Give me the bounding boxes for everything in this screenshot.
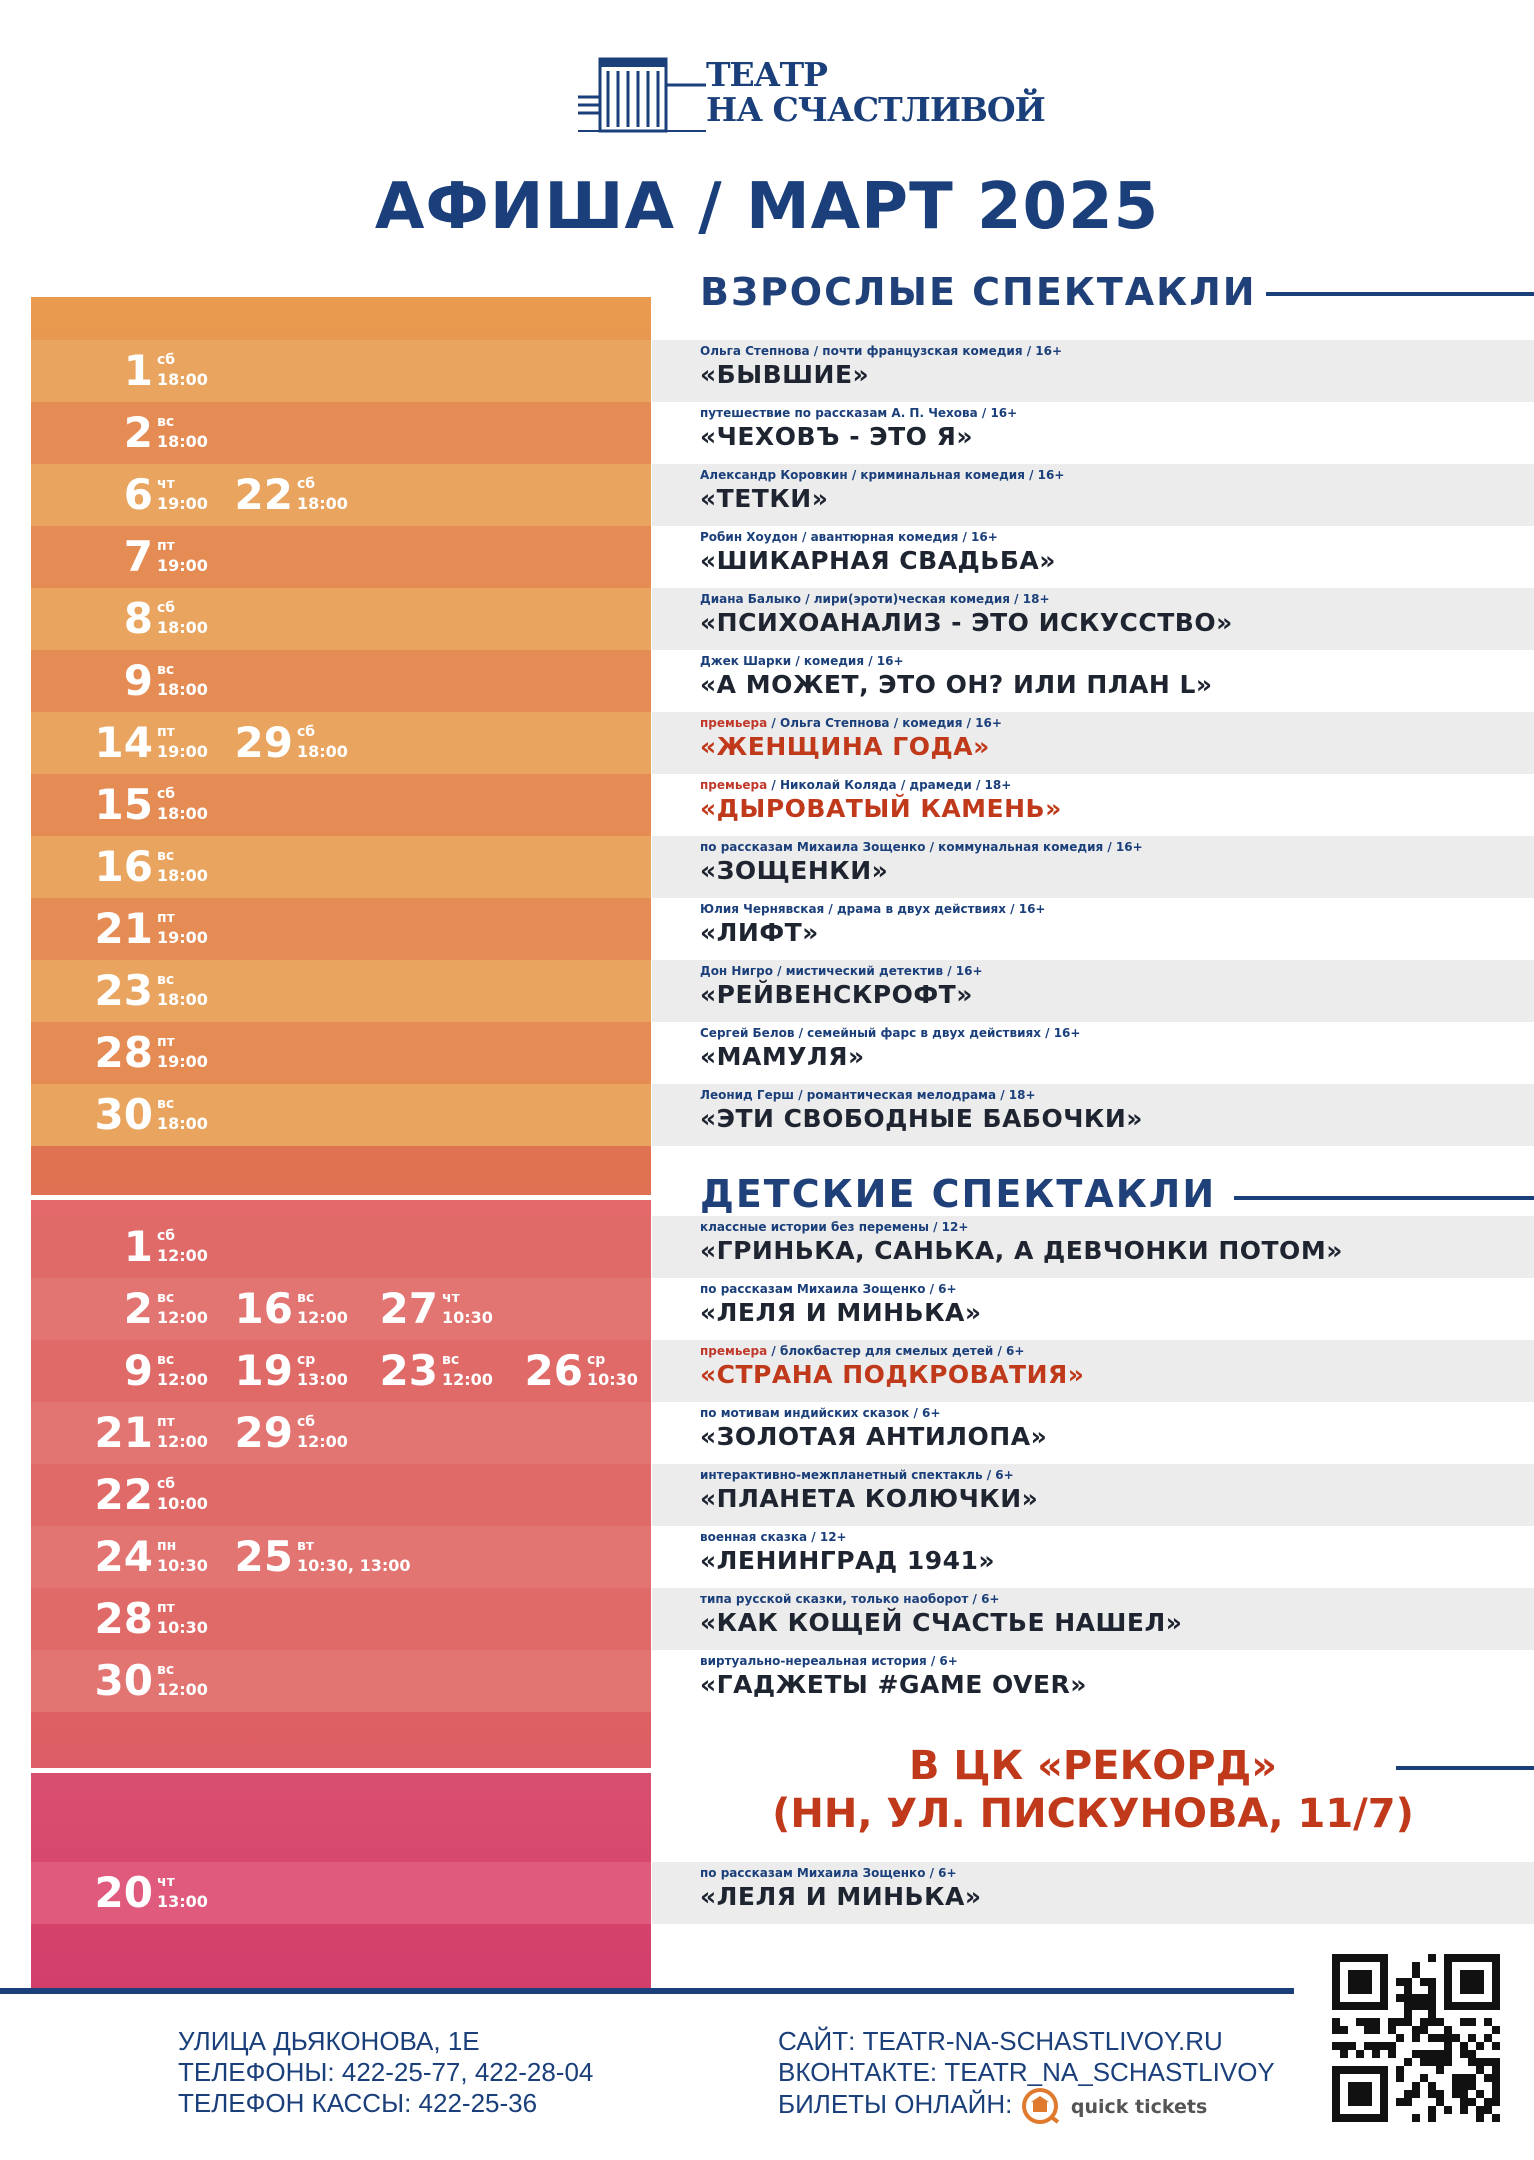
show-title: «ЛЕНИНГРАД 1941»	[700, 1546, 996, 1575]
date-row	[31, 1084, 651, 1146]
date-number: 9	[123, 656, 153, 705]
date-number: 22	[234, 470, 293, 519]
show-row[interactable]	[652, 464, 1534, 526]
premiere-label: премьера	[700, 716, 768, 730]
adult-section-line	[1266, 292, 1534, 296]
show-time: 13:00	[157, 1892, 208, 1911]
show-title: «ШИКАРНАЯ СВАДЬБА»	[700, 546, 1056, 575]
show-subtitle	[700, 1866, 957, 1880]
show-row[interactable]	[652, 1588, 1534, 1650]
day-of-week: вс	[157, 414, 175, 430]
show-subtitle-text: Юлия Чернявская / драма в двух действиях / 16+	[700, 902, 1046, 916]
show-title: «СТРАНА ПОДКРОВАТИЯ»	[700, 1360, 1085, 1389]
show-row[interactable]	[652, 1022, 1534, 1084]
date-row	[31, 340, 651, 402]
date-number: 21	[94, 1408, 153, 1457]
show-subtitle-text: интерактивно-межпланетный спектакль / 6+	[700, 1468, 1014, 1482]
show-row[interactable]	[652, 774, 1534, 836]
date-number: 16	[234, 1284, 293, 1333]
day-of-week: сб	[157, 352, 176, 368]
day-of-week: чт	[157, 1874, 175, 1890]
show-time: 12:00	[157, 1370, 208, 1389]
show-title: «ЭТИ СВОБОДНЫЕ БАБОЧКИ»	[700, 1104, 1143, 1133]
show-subtitle	[700, 654, 904, 668]
footer-contacts	[178, 2026, 593, 2119]
show-title: «РЕЙВЕНСКРОФТ»	[700, 980, 973, 1009]
show-subtitle-text: путешествие по рассказам А. П. Чехова / 16+	[700, 406, 1018, 420]
date-row	[31, 588, 651, 650]
show-subtitle	[700, 530, 998, 544]
day-of-week: пт	[157, 724, 175, 740]
day-of-week: сб	[157, 1476, 176, 1492]
show-subtitle-text: виртуально-нереальная история / 6+	[700, 1654, 958, 1668]
day-of-week: пт	[157, 910, 175, 926]
show-row[interactable]	[652, 898, 1534, 960]
show-title: «А МОЖЕТ, ЭТО ОН? ИЛИ ПЛАН L»	[700, 670, 1213, 699]
day-of-week: сб	[297, 476, 316, 492]
show-row[interactable]	[652, 1084, 1534, 1146]
show-subtitle	[700, 1282, 957, 1296]
date-row	[31, 526, 651, 588]
show-subtitle	[700, 964, 983, 978]
logo-line2: НА СЧАСТЛИВОЙ	[706, 90, 1045, 129]
show-time: 18:00	[157, 866, 208, 885]
date-number: 23	[94, 966, 153, 1015]
show-subtitle-text: Джек Шарки / комедия / 16+	[700, 654, 904, 668]
day-of-week: сб	[297, 724, 316, 740]
show-time: 18:00	[157, 1114, 208, 1133]
date-number: 22	[94, 1470, 153, 1519]
tickets-label: БИЛЕТЫ ОНЛАЙН:	[778, 2088, 1013, 2119]
show-row[interactable]	[652, 1216, 1534, 1278]
logo-wordmark	[706, 57, 1045, 127]
day-of-week: чт	[157, 476, 175, 492]
date-number: 1	[123, 1222, 153, 1271]
record-venue-line1: В ЦК «РЕКОРД»	[908, 1743, 1278, 1789]
show-row[interactable]	[652, 1650, 1534, 1712]
date-number: 8	[123, 594, 153, 643]
show-title: «БЫВШИЕ»	[700, 360, 870, 389]
show-title: «ЛЕЛЯ И МИНЬКА»	[700, 1298, 982, 1327]
show-subtitle	[700, 1468, 1014, 1482]
show-subtitle	[700, 716, 1002, 730]
day-of-week: сб	[157, 600, 176, 616]
record-venue-heading	[652, 1742, 1534, 1838]
show-time: 19:00	[157, 1052, 208, 1071]
date-row	[31, 1216, 651, 1278]
footer-divider	[0, 1988, 1294, 1994]
show-title: «МАМУЛЯ»	[700, 1042, 865, 1071]
date-number: 1	[123, 346, 153, 395]
show-row[interactable]	[652, 650, 1534, 712]
show-time: 19:00	[157, 742, 208, 761]
record-venue-line2: (НН, УЛ. ПИСКУНОВА, 11/7)	[772, 1791, 1414, 1837]
date-row	[31, 1022, 651, 1084]
day-of-week: сб	[157, 1228, 176, 1244]
show-subtitle	[700, 1088, 1036, 1102]
show-time: 18:00	[157, 680, 208, 699]
date-row	[31, 1588, 651, 1650]
page-title: АФИША / МАРТ 2025	[374, 170, 1160, 244]
show-time: 10:30, 13:00	[297, 1556, 411, 1575]
show-title: «ЛИФТ»	[700, 918, 819, 947]
show-row[interactable]	[652, 1340, 1534, 1402]
kids-section-line	[1234, 1196, 1534, 1200]
date-row	[31, 712, 651, 774]
show-time: 18:00	[297, 494, 348, 513]
date-row	[31, 836, 651, 898]
date-number: 25	[234, 1532, 293, 1581]
theatre-building-icon	[578, 55, 708, 135]
show-subtitle	[700, 1592, 1000, 1606]
date-number: 19	[234, 1346, 293, 1395]
show-time: 18:00	[157, 618, 208, 637]
show-time: 19:00	[157, 494, 208, 513]
day-of-week: вс	[157, 972, 175, 988]
show-time: 12:00	[157, 1246, 208, 1265]
show-subtitle	[700, 1530, 847, 1544]
day-of-week: сб	[297, 1414, 316, 1430]
date-number: 15	[94, 780, 153, 829]
date-number: 26	[524, 1346, 583, 1395]
show-row[interactable]	[652, 588, 1534, 650]
show-subtitle	[700, 1220, 968, 1234]
date-number: 9	[123, 1346, 153, 1395]
show-subtitle	[700, 592, 1050, 606]
show-row[interactable]	[652, 340, 1534, 402]
show-subtitle-text: классные истории без перемены / 12+	[700, 1220, 969, 1234]
show-row[interactable]	[652, 712, 1534, 774]
date-number: 29	[234, 1408, 293, 1457]
footer-address: УЛИЦА ДЬЯКОНОВА, 1Е	[178, 2026, 480, 2056]
day-of-week: сб	[157, 786, 176, 802]
show-row[interactable]	[652, 1464, 1534, 1526]
show-subtitle	[700, 1406, 940, 1420]
show-time: 18:00	[157, 990, 208, 1009]
quick-tickets-link[interactable]	[1020, 2088, 1208, 2124]
show-subtitle	[700, 1344, 1024, 1358]
record-section-line	[1396, 1766, 1534, 1770]
show-subtitle-text: Сергей Белов / семейный фарс в двух действиях / 16+	[700, 1026, 1081, 1040]
date-number: 29	[234, 718, 293, 767]
day-of-week: вс	[157, 1662, 175, 1678]
date-number: 14	[94, 718, 153, 767]
day-of-week: вс	[157, 662, 175, 678]
show-time: 12:00	[442, 1370, 493, 1389]
show-time: 18:00	[157, 370, 208, 389]
show-row[interactable]	[652, 836, 1534, 898]
date-row	[31, 402, 651, 464]
show-subtitle-text: военная сказка / 12+	[700, 1530, 847, 1544]
show-subtitle	[700, 778, 1011, 792]
show-time: 12:00	[157, 1308, 208, 1327]
date-number: 2	[123, 1284, 153, 1333]
footer-online	[778, 2026, 1275, 2124]
show-subtitle	[700, 344, 1062, 358]
date-row	[31, 774, 651, 836]
day-of-week: вс	[157, 1096, 175, 1112]
date-number: 28	[94, 1028, 153, 1077]
show-subtitle-text: типа русской сказки, только наоборот / 6+	[700, 1592, 1000, 1606]
day-of-week: вс	[297, 1290, 315, 1306]
show-title: «ПЛАНЕТА КОЛЮЧКИ»	[700, 1484, 1039, 1513]
show-row[interactable]	[652, 402, 1534, 464]
show-title: «ЗОЩЕНКИ»	[700, 856, 889, 885]
day-of-week: вс	[442, 1352, 460, 1368]
show-subtitle-text: по рассказам Михаила Зощенко / коммунальная комедия / 16+	[700, 840, 1143, 854]
show-title: «ПСИХОАНАЛИЗ - ЭТО ИСКУССТВО»	[700, 608, 1233, 637]
show-subtitle	[700, 406, 1017, 420]
date-row	[31, 1526, 651, 1588]
show-time: 19:00	[157, 556, 208, 575]
show-time: 10:30	[587, 1370, 638, 1389]
show-time: 12:00	[157, 1680, 208, 1699]
day-of-week: вс	[157, 1290, 175, 1306]
show-subtitle-text: по рассказам Михаила Зощенко / 6+	[700, 1866, 957, 1880]
show-time: 12:00	[297, 1432, 348, 1451]
day-of-week: пт	[157, 1034, 175, 1050]
date-number: 7	[123, 532, 153, 581]
show-title: «ГАДЖЕТЫ #GAME OVER»	[700, 1670, 1087, 1699]
date-number: 20	[94, 1868, 153, 1917]
show-subtitle-text: / Николай Коляда / драмеди / 18+	[767, 778, 1012, 792]
show-time: 12:00	[157, 1432, 208, 1451]
footer-phones: ТЕЛЕФОНЫ: 422-25-77, 422-28-04	[178, 2057, 594, 2087]
show-subtitle-text: по рассказам Михаила Зощенко / 6+	[700, 1282, 957, 1296]
show-title: «ГРИНЬКА, САНЬКА, А ДЕВЧОНКИ ПОТОМ»	[700, 1236, 1343, 1265]
show-subtitle-text: Леонид Герш / романтическая мелодрама / 18+	[700, 1088, 1036, 1102]
logo-line1: ТЕАТР	[706, 55, 827, 94]
day-of-week: пт	[157, 1600, 175, 1616]
date-number: 2	[123, 408, 153, 457]
show-subtitle-text: / блокбастер для смелых детей / 6+	[767, 1344, 1025, 1358]
date-number: 21	[94, 904, 153, 953]
show-title: «КАК КОЩЕЙ СЧАСТЬЕ НАШЕЛ»	[700, 1608, 1183, 1637]
show-time: 10:30	[157, 1618, 208, 1637]
day-of-week: вт	[297, 1538, 314, 1554]
premiere-label: премьера	[700, 778, 768, 792]
date-row	[31, 1464, 651, 1526]
show-subtitle	[700, 902, 1046, 916]
day-of-week: вс	[157, 1352, 175, 1368]
premiere-label: премьера	[700, 1344, 768, 1358]
show-subtitle-text: Робин Хоудон / авантюрная комедия / 16+	[700, 530, 998, 544]
show-time: 10:30	[442, 1308, 493, 1327]
date-number: 30	[94, 1656, 153, 1705]
date-row	[31, 650, 651, 712]
day-of-week: чт	[442, 1290, 460, 1306]
show-subtitle-text: Дон Нигро / мистический детектив / 16+	[700, 964, 983, 978]
qr-code-image	[1332, 1954, 1500, 2122]
day-of-week: ср	[587, 1352, 606, 1368]
show-subtitle-text: Ольга Степнова / почти французская комедия / 16+	[700, 344, 1063, 358]
show-row[interactable]	[652, 1402, 1534, 1464]
show-subtitle-text: по мотивам индийских сказок / 6+	[700, 1406, 941, 1420]
date-row	[31, 1402, 651, 1464]
footer-box-office: ТЕЛЕФОН КАССЫ: 422-25-36	[178, 2088, 538, 2118]
theatre-logo	[578, 55, 1045, 140]
show-subtitle	[700, 1654, 958, 1668]
qr-code[interactable]	[1332, 1954, 1500, 2122]
show-title: «ДЫРОВАТЫЙ КАМЕНЬ»	[700, 794, 1062, 823]
date-number: 30	[94, 1090, 153, 1139]
show-time: 18:00	[297, 742, 348, 761]
show-subtitle	[700, 840, 1143, 854]
date-row	[31, 960, 651, 1022]
show-subtitle	[700, 468, 1064, 482]
show-subtitle-text: Диана Балыко / лири(эроти)ческая комедия / 18+	[700, 592, 1050, 606]
day-of-week: пн	[157, 1538, 177, 1554]
show-subtitle-text: Александр Коровкин / криминальная комедия / 16+	[700, 468, 1065, 482]
show-time: 12:00	[297, 1308, 348, 1327]
date-number: 24	[94, 1532, 153, 1581]
day-of-week: вс	[157, 848, 175, 864]
date-row	[31, 1862, 651, 1924]
show-time: 19:00	[157, 928, 208, 947]
date-row	[31, 898, 651, 960]
footer-site[interactable]: САЙТ: TEATR-NA-SCHASTLIVOY.RU	[778, 2026, 1223, 2056]
date-number: 16	[94, 842, 153, 891]
show-title: «ЧЕХОВЪ - ЭТО Я»	[700, 422, 974, 451]
quick-tickets-icon	[1020, 2088, 1064, 2124]
day-of-week: пт	[157, 538, 175, 554]
adult-section-title: ВЗРОСЛЫЕ СПЕКТАКЛИ	[700, 270, 1257, 314]
show-time: 18:00	[157, 804, 208, 823]
date-row	[31, 1340, 651, 1402]
show-row[interactable]	[652, 526, 1534, 588]
date-number: 28	[94, 1594, 153, 1643]
quick-tickets-label: quick tickets	[1070, 2095, 1208, 2118]
date-row	[31, 464, 651, 526]
day-of-week: ср	[297, 1352, 316, 1368]
date-row	[31, 1650, 651, 1712]
kids-section-title: ДЕТСКИЕ СПЕКТАКЛИ	[700, 1172, 1217, 1216]
day-of-week: пт	[157, 1414, 175, 1430]
date-number: 27	[379, 1284, 438, 1333]
show-title: «ЖЕНЩИНА ГОДА»	[700, 732, 990, 761]
date-row	[31, 1278, 651, 1340]
show-row[interactable]	[652, 1278, 1534, 1340]
show-row[interactable]	[652, 1526, 1534, 1588]
show-subtitle	[700, 1026, 1080, 1040]
show-time: 13:00	[297, 1370, 348, 1389]
show-title: «ЛЕЛЯ И МИНЬКА»	[700, 1882, 982, 1911]
show-row[interactable]	[652, 1862, 1534, 1924]
show-subtitle-text: / Ольга Степнова / комедия / 16+	[767, 716, 1002, 730]
date-number: 6	[123, 470, 153, 519]
date-number: 23	[379, 1346, 438, 1395]
show-time: 10:00	[157, 1494, 208, 1513]
footer-tickets	[778, 2088, 1275, 2124]
show-row[interactable]	[652, 960, 1534, 1022]
show-time: 18:00	[157, 432, 208, 451]
show-title: «ЗОЛОТАЯ АНТИЛОПА»	[700, 1422, 1048, 1451]
show-time: 10:30	[157, 1556, 208, 1575]
show-title: «ТЕТКИ»	[700, 484, 829, 513]
footer-vk[interactable]: ВКОНТАКТЕ: TEATR_NA_SCHASTLIVOY	[778, 2057, 1275, 2087]
